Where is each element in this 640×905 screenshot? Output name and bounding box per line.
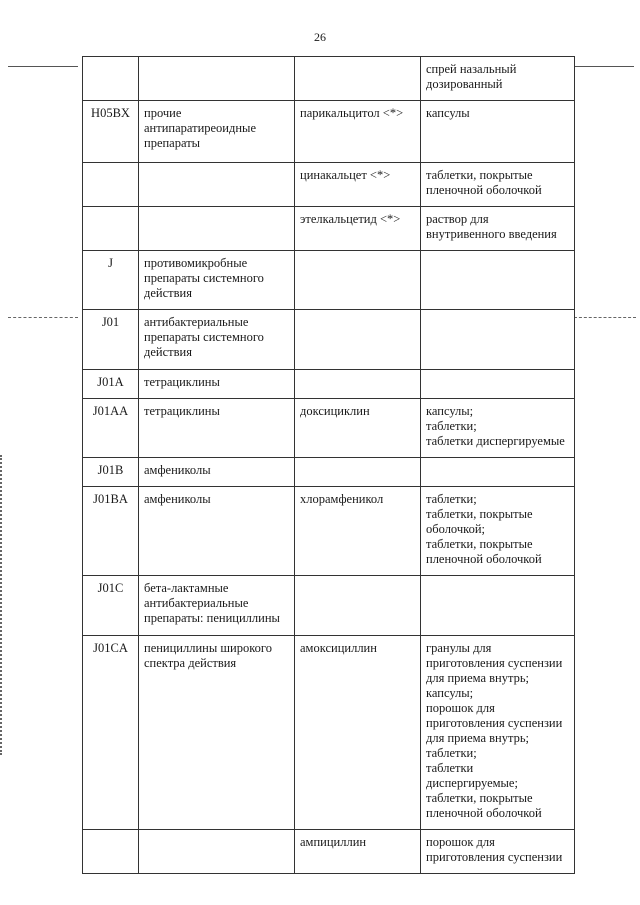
dosage-form-cell: [421, 310, 575, 370]
drug-name-cell: этелкальцетид <*>: [295, 207, 421, 251]
group-name-cell: бета-лактамные антибактериальные препараты: пенициллины: [139, 576, 295, 636]
drug-name-cell: доксициклин: [295, 399, 421, 458]
drug-name-cell: [295, 370, 421, 399]
table-row: [83, 370, 575, 399]
group-name-cell: антибактериальные препараты системного действия: [139, 310, 295, 370]
atc-code-cell: J01B: [83, 458, 139, 487]
atc-code-cell: [83, 163, 139, 207]
dosage-form-cell: раствор для внутривенного введения: [421, 207, 575, 251]
group-name-cell: [139, 163, 295, 207]
drug-name-cell: ампициллин: [295, 830, 421, 874]
drug-name-cell: [295, 576, 421, 636]
drug-name-cell: парикальцитол <*>: [295, 101, 421, 163]
dosage-form-cell: [421, 458, 575, 487]
atc-code-cell: H05BX: [83, 101, 139, 163]
dosage-form-cell: [421, 576, 575, 636]
atc-code-cell: J: [83, 251, 139, 310]
group-name-cell: прочие антипаратиреоидные препараты: [139, 101, 295, 163]
page-number: 26: [314, 30, 326, 44]
drug-name-cell: цинакальцет <*>: [295, 163, 421, 207]
scan-artifact-dash: [574, 317, 636, 319]
dosage-form-cell: [421, 370, 575, 399]
table-row: [83, 636, 575, 830]
table-row: [83, 487, 575, 576]
table-row: [83, 576, 575, 636]
group-name-cell: [139, 207, 295, 251]
dosage-form-cell: [421, 251, 575, 310]
atc-code-cell: J01BA: [83, 487, 139, 576]
dosage-form-cell: таблетки, покрытые пленочной оболочкой: [421, 163, 575, 207]
dosage-form-cell: гранулы для приготовления суспензии для приема внутрь; капсулы; порошок для приготовления суспензии для приема внутрь; таблетки; таблетки диспергируемые; таблетки, покрытые пленочной оболочкой: [421, 636, 575, 830]
scan-artifact-dash: [8, 317, 78, 319]
table-row: [83, 830, 575, 874]
drug-name-cell: [295, 251, 421, 310]
table-row: [83, 163, 575, 207]
table-row: [83, 101, 575, 163]
group-name-cell: противомикробные препараты системного действия: [139, 251, 295, 310]
medication-table: [82, 56, 575, 874]
group-name-cell: пенициллины широкого спектра действия: [139, 636, 295, 830]
group-name-cell: амфениколы: [139, 487, 295, 576]
drug-name-cell: [295, 458, 421, 487]
table-row: [83, 458, 575, 487]
dosage-form-cell: капсулы; таблетки; таблетки диспергируемые: [421, 399, 575, 458]
atc-code-cell: [83, 207, 139, 251]
atc-code-cell: J01: [83, 310, 139, 370]
table-row: [83, 310, 575, 370]
atc-code-cell: J01CA: [83, 636, 139, 830]
dosage-form-cell: спрей назальный дозированный: [421, 57, 575, 101]
drug-name-cell: [295, 310, 421, 370]
dosage-form-cell: капсулы: [421, 101, 575, 163]
drug-name-cell: [295, 57, 421, 101]
scan-artifact-edge: [0, 455, 12, 755]
atc-code-cell: J01AA: [83, 399, 139, 458]
atc-code-cell: J01C: [83, 576, 139, 636]
atc-code-cell: [83, 57, 139, 101]
dosage-form-cell: порошок для приготовления суспензии: [421, 830, 575, 874]
group-name-cell: [139, 57, 295, 101]
scan-artifact-line: [574, 66, 634, 67]
scan-artifact-line: [8, 66, 78, 67]
table-row: [83, 399, 575, 458]
group-name-cell: тетрациклины: [139, 370, 295, 399]
atc-code-cell: [83, 830, 139, 874]
table-row: [83, 57, 575, 101]
group-name-cell: [139, 830, 295, 874]
group-name-cell: тетрациклины: [139, 399, 295, 458]
group-name-cell: амфениколы: [139, 458, 295, 487]
drug-name-cell: амоксициллин: [295, 636, 421, 830]
dosage-form-cell: таблетки; таблетки, покрытые оболочкой; таблетки, покрытые пленочной оболочкой: [421, 487, 575, 576]
table-row: [83, 251, 575, 310]
table-row: [83, 207, 575, 251]
atc-code-cell: J01A: [83, 370, 139, 399]
drug-name-cell: хлорамфеникол: [295, 487, 421, 576]
